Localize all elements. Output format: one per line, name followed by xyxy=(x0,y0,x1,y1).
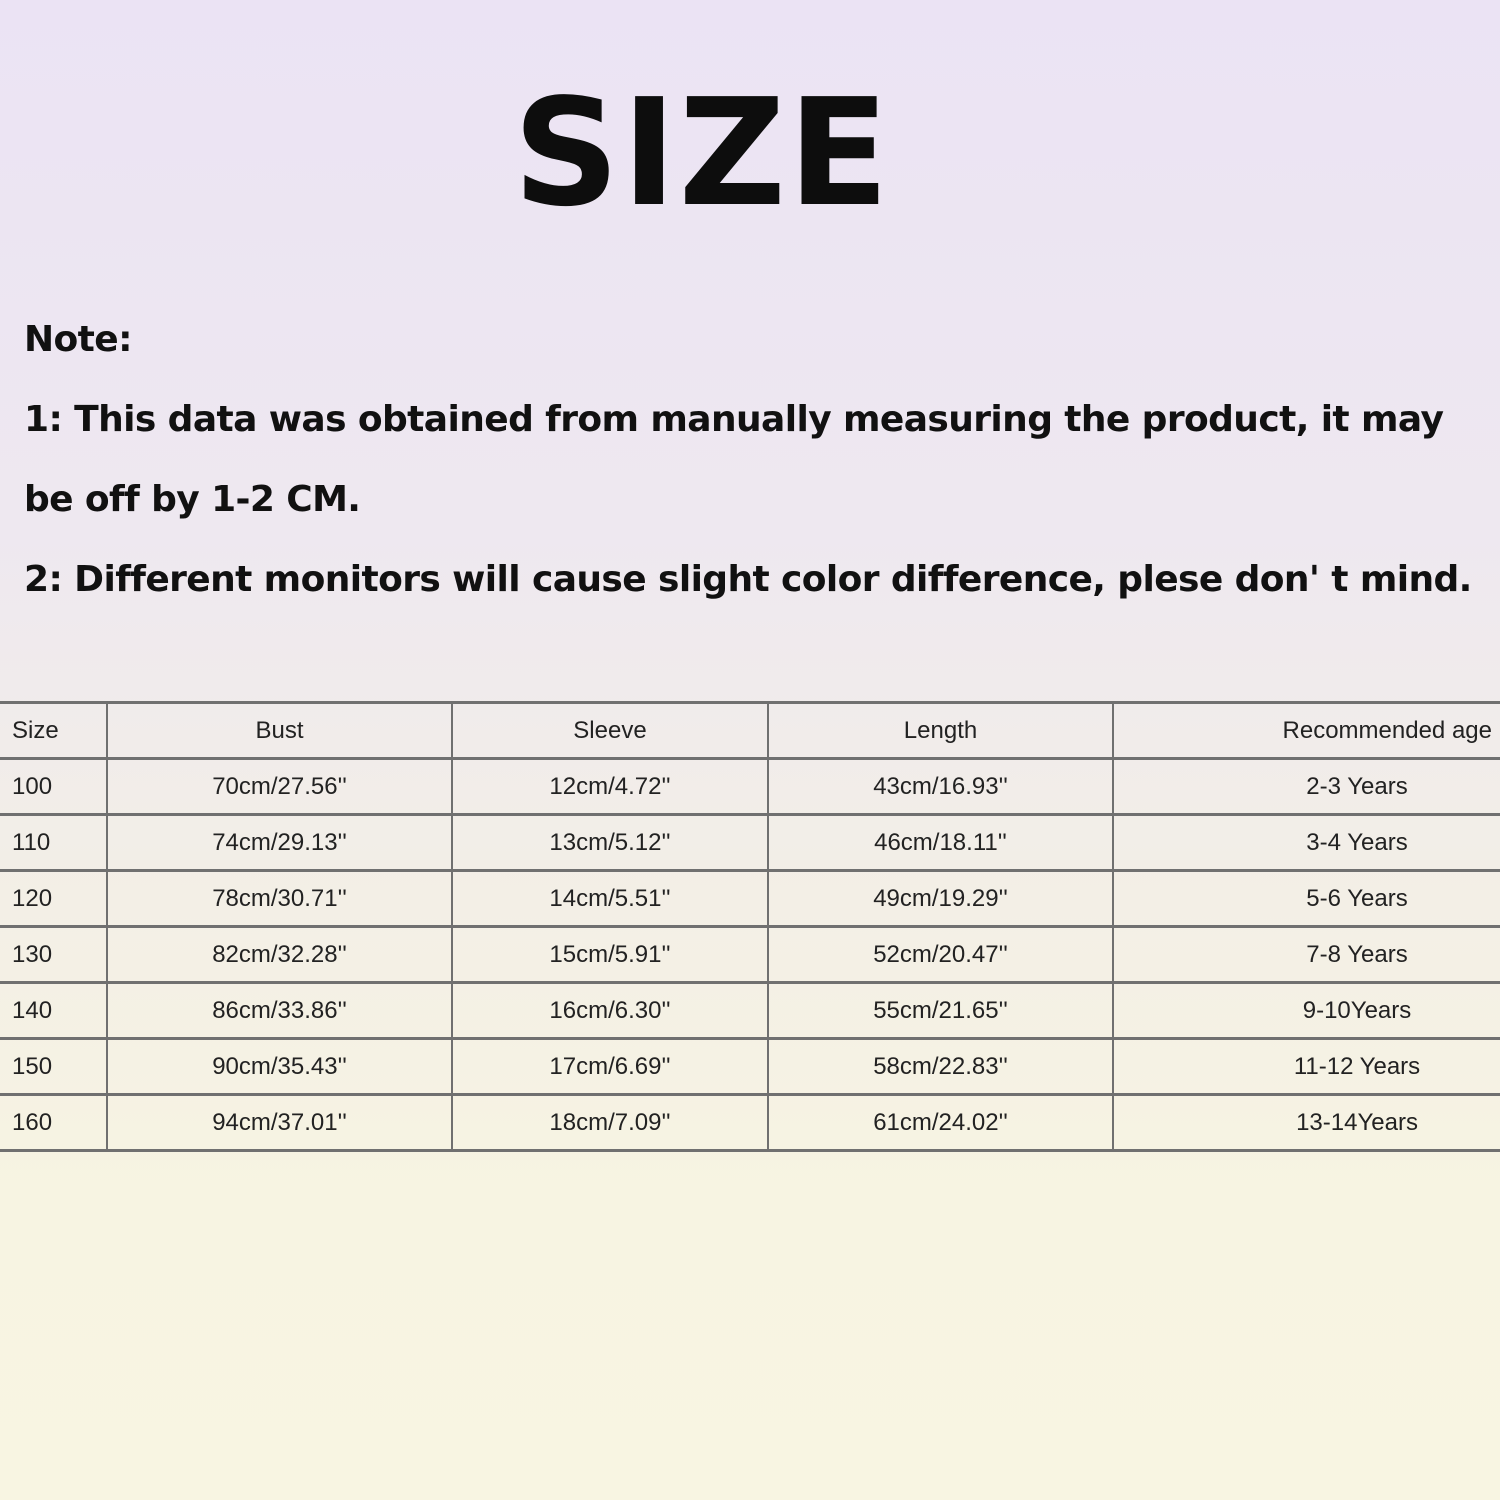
cell-length: 52cm/20.47'' xyxy=(768,927,1113,983)
cell-size: 100 xyxy=(0,759,107,815)
cell-length: 58cm/22.83'' xyxy=(768,1039,1113,1095)
cell-size: 120 xyxy=(0,871,107,927)
cell-bust: 82cm/32.28'' xyxy=(107,927,452,983)
cell-bust: 70cm/27.56'' xyxy=(107,759,452,815)
cell-age: 2-3 Years xyxy=(1113,759,1500,815)
note-line-2: be off by 1-2 CM. xyxy=(24,479,361,520)
header-recommended-age: Recommended age xyxy=(1113,703,1500,759)
note-line-3: 2: Different monitors will cause slight color difference, plese don' t mind. xyxy=(24,559,1472,600)
cell-age: 5-6 Years xyxy=(1113,871,1500,927)
cell-bust: 94cm/37.01'' xyxy=(107,1095,452,1151)
cell-size: 160 xyxy=(0,1095,107,1151)
cell-age: 11-12 Years xyxy=(1113,1039,1500,1095)
cell-age: 7-8 Years xyxy=(1113,927,1500,983)
cell-size: 140 xyxy=(0,983,107,1039)
cell-size: 110 xyxy=(0,815,107,871)
header-length: Length xyxy=(768,703,1113,759)
cell-bust: 74cm/29.13'' xyxy=(107,815,452,871)
cell-sleeve: 12cm/4.72'' xyxy=(452,759,768,815)
cell-size: 150 xyxy=(0,1039,107,1095)
table-row xyxy=(0,983,1500,1039)
table-header-row xyxy=(0,703,1500,759)
table-row xyxy=(0,1039,1500,1095)
table-row xyxy=(0,1095,1500,1151)
cell-sleeve: 17cm/6.69'' xyxy=(452,1039,768,1095)
cell-bust: 78cm/30.71'' xyxy=(107,871,452,927)
note-line-1: 1: This data was obtained from manually measuring the product, it may xyxy=(24,399,1444,440)
table-row xyxy=(0,927,1500,983)
cell-length: 49cm/19.29'' xyxy=(768,871,1113,927)
cell-length: 46cm/18.11'' xyxy=(768,815,1113,871)
size-chart-table xyxy=(0,701,1500,1152)
page-title: SIZE xyxy=(512,67,892,239)
table-row xyxy=(0,815,1500,871)
cell-sleeve: 13cm/5.12'' xyxy=(452,815,768,871)
cell-length: 55cm/21.65'' xyxy=(768,983,1113,1039)
header-size: Size xyxy=(0,703,107,759)
cell-length: 61cm/24.02'' xyxy=(768,1095,1113,1151)
cell-sleeve: 16cm/6.30'' xyxy=(452,983,768,1039)
cell-sleeve: 18cm/7.09'' xyxy=(452,1095,768,1151)
cell-length: 43cm/16.93'' xyxy=(768,759,1113,815)
table-row xyxy=(0,871,1500,927)
notes-section xyxy=(24,300,1490,620)
cell-sleeve: 15cm/5.91'' xyxy=(452,927,768,983)
cell-bust: 90cm/35.43'' xyxy=(107,1039,452,1095)
header-sleeve: Sleeve xyxy=(452,703,768,759)
note-heading: Note: xyxy=(24,319,132,360)
cell-sleeve: 14cm/5.51'' xyxy=(452,871,768,927)
cell-age: 13-14Years xyxy=(1113,1095,1500,1151)
cell-size: 130 xyxy=(0,927,107,983)
cell-age: 9-10Years xyxy=(1113,983,1500,1039)
table-row xyxy=(0,759,1500,815)
cell-age: 3-4 Years xyxy=(1113,815,1500,871)
header-bust: Bust xyxy=(107,703,452,759)
cell-bust: 86cm/33.86'' xyxy=(107,983,452,1039)
